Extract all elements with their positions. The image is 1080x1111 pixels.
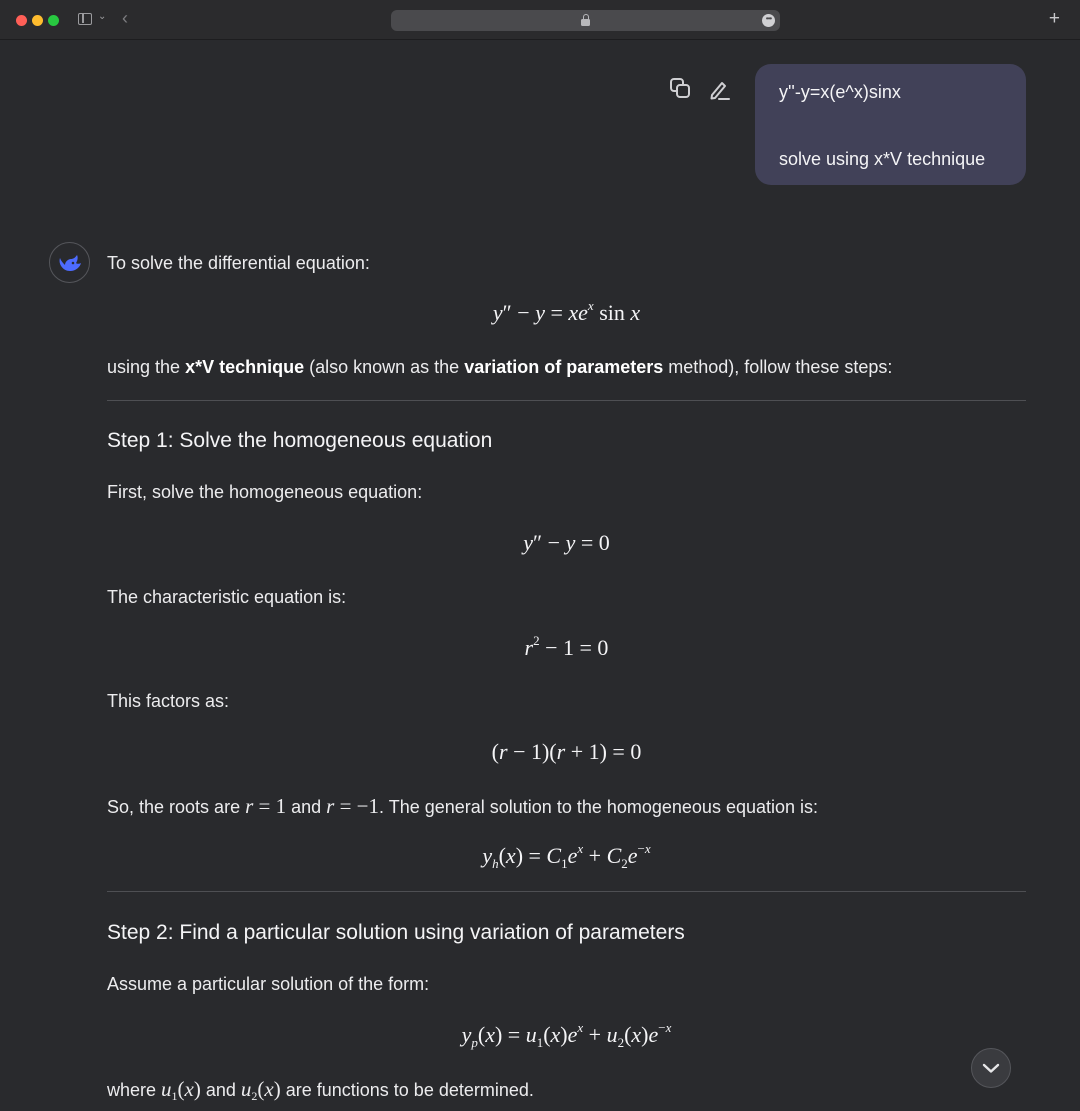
chevron-down-icon [982,1062,1000,1074]
step2-heading: Step 2: Find a particular solution using variation of parameters [107,921,685,944]
roots-text: So, the roots are r = 1 and r = −1. The general solution to the homogeneous equation is: [107,794,819,818]
sidebar-icon[interactable] [78,13,92,25]
method-text: using the x*V technique (also known as the variation of parameters method), follow these steps: [107,357,893,377]
step1-paragraph-3: This factors as: [107,691,230,711]
chevron-down-icon[interactable]: ⌄ [98,11,107,22]
where-text: where $u_1(x)$ and $u_2(x)$ are functions to be determined. [107,1077,534,1103]
zoom-window-button[interactable] [48,15,59,26]
minimize-window-button[interactable] [32,15,43,26]
user-message-line-1: y''-y=x(e^x)sinx [779,82,901,102]
step1-paragraph-2: The characteristic equation is: [107,587,347,607]
close-window-button[interactable] [16,15,27,26]
equation-characteristic: $r^2 - 1 = 0$ [524,633,609,660]
deepseek-whale-icon [49,242,90,283]
scroll-to-bottom-button[interactable] [971,1048,1011,1088]
intro-text: To solve the differential equation: [107,253,370,273]
equation-factored: (r − 1)(r + 1) = 0 [491,739,642,764]
page-menu-icon[interactable]: ••• [762,14,775,27]
user-message-bubble [755,64,1026,185]
equation-particular-form: $y_p(x) = u_1(x)e^x + u_2(x)e^{-x}$ [461,1020,672,1050]
address-bar[interactable] [391,10,780,31]
user-message-line-2: solve using x*V technique [779,149,986,169]
divider [107,891,1026,892]
divider [107,400,1026,401]
copy-icon[interactable] [670,78,692,100]
step2-paragraph-1: Assume a particular solution of the form: [107,974,430,994]
edit-icon[interactable] [708,78,732,102]
step1-paragraph-1: First, solve the homogeneous equation: [107,482,423,502]
new-tab-button[interactable]: + [1048,8,1060,29]
equation-main: $y'' - y = xe^x$ sin x [492,298,641,325]
equation-homogeneous: y″ − y = 0 [523,530,610,555]
back-arrow-icon[interactable]: ‹ [122,8,128,28]
step1-heading: Step 1: Solve the homogeneous equation [107,429,493,452]
lock-icon [581,14,590,26]
equation-general-solution: $y_h(x) = C_1e^x + C_2e^{-x}$ [482,841,651,871]
browser-titlebar [0,0,1080,40]
